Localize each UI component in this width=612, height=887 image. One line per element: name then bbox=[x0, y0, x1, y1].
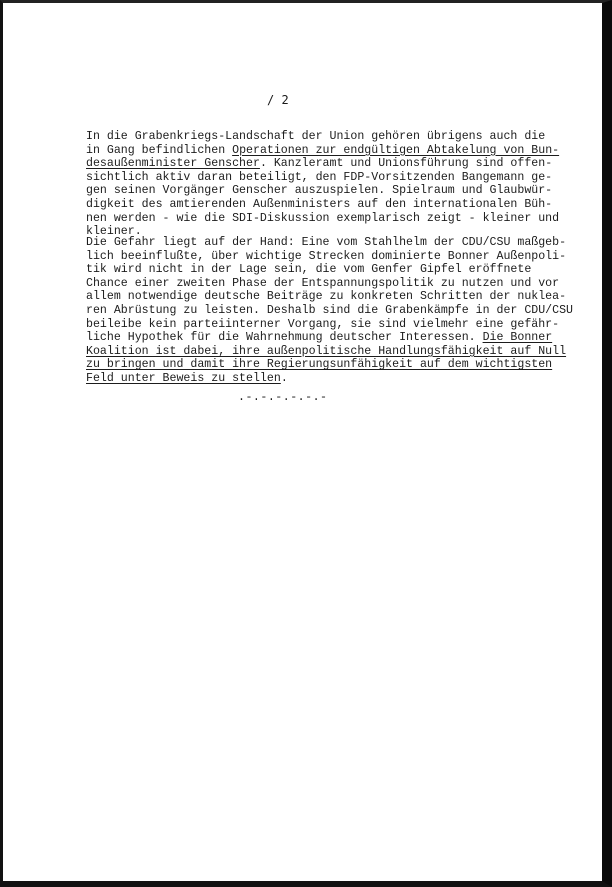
text-line bbox=[86, 290, 566, 304]
text-line bbox=[86, 358, 566, 372]
text-line bbox=[86, 303, 574, 318]
underlined-text: desaußenminister Genscher bbox=[86, 157, 260, 171]
text-run: sichtlich aktiv daran beteiligt, den FDP-Vorsitzenden Bangemann ge- bbox=[86, 170, 553, 184]
text-run: beileibe kein parteiinterner Vorgang, sie sind vielmehr eine gefähr- bbox=[86, 317, 560, 331]
text-line bbox=[86, 277, 566, 291]
text-line bbox=[86, 250, 566, 264]
text-run: liche Hypothek für die Wahrnehmung deutscher Interessen. bbox=[86, 331, 483, 345]
text-run: kleiner. bbox=[86, 225, 142, 239]
text-line bbox=[86, 130, 566, 144]
underlined-text: zu bringen und damit ihre Regierungsunfähigkeit auf dem wichtigsten bbox=[86, 358, 553, 372]
text-run: Chance einer zweiten Phase der Entspannungspolitik zu nutzen und vor bbox=[86, 276, 560, 290]
text-run: . Kanzleramt und Unionsführung sind offen- bbox=[259, 157, 553, 171]
text-line bbox=[86, 157, 566, 171]
text-line bbox=[86, 372, 566, 386]
text-run: allem notwendige deutsche Beiträge zu konkreten Schritten der nuklea- bbox=[86, 290, 567, 304]
underlined-text: Koalition ist dabei, ihre außenpolitische Handlungsfähigkeit auf Null bbox=[86, 344, 567, 358]
text-line bbox=[86, 318, 566, 332]
text-line bbox=[86, 236, 566, 250]
text-run: lich beeinflußte, über wichtige Strecken dominierte Bonner Außenpoli- bbox=[86, 249, 567, 263]
text-run: ren Abrüstung zu leisten. Deshalb sind die Grabenkämpfe in der CDU/CSU bbox=[86, 303, 574, 317]
paragraph-2 bbox=[86, 236, 574, 386]
text-run: In die Grabenkriegs-Landschaft der Union gehören übrigens auch die bbox=[86, 130, 546, 143]
text-run: . bbox=[280, 371, 288, 385]
end-separator: .-.-.-.-.-.- bbox=[238, 391, 328, 404]
text-run: tik wird nicht in der Lage sein, die vom Genfer Gipfel eröffnete bbox=[86, 263, 532, 277]
text-line bbox=[86, 212, 566, 226]
text-run: gen seinen Vorgänger Genscher auszuspielen. Spielraum und Glaubwür- bbox=[86, 184, 553, 198]
text-line bbox=[86, 144, 566, 158]
underlined-text: Feld unter Beweis zu stellen bbox=[86, 371, 281, 385]
underlined-text: Die Bonner bbox=[482, 331, 553, 345]
text-run: Die Gefahr liegt auf der Hand: Eine vom Stahlhelm der CDU/CSU maßgeb- bbox=[86, 236, 567, 249]
text-run: in Gang befindlichen bbox=[86, 143, 233, 157]
paragraph-1 bbox=[86, 130, 566, 239]
text-line bbox=[86, 263, 566, 277]
text-line bbox=[86, 171, 566, 185]
text-run: digkeit des amtierenden Außenministers auf den internationalen Büh- bbox=[86, 197, 553, 211]
text-line bbox=[86, 198, 566, 212]
text-line bbox=[86, 345, 566, 359]
text-line bbox=[86, 184, 566, 198]
page-number: / 2 bbox=[267, 93, 289, 107]
underlined-text: Operationen zur endgültigen Abtakelung von Bun- bbox=[232, 143, 560, 157]
text-line bbox=[86, 331, 566, 345]
text-run: nen werden - wie die SDI-Diskussion exemplarisch zeigt - kleiner und bbox=[86, 211, 560, 225]
